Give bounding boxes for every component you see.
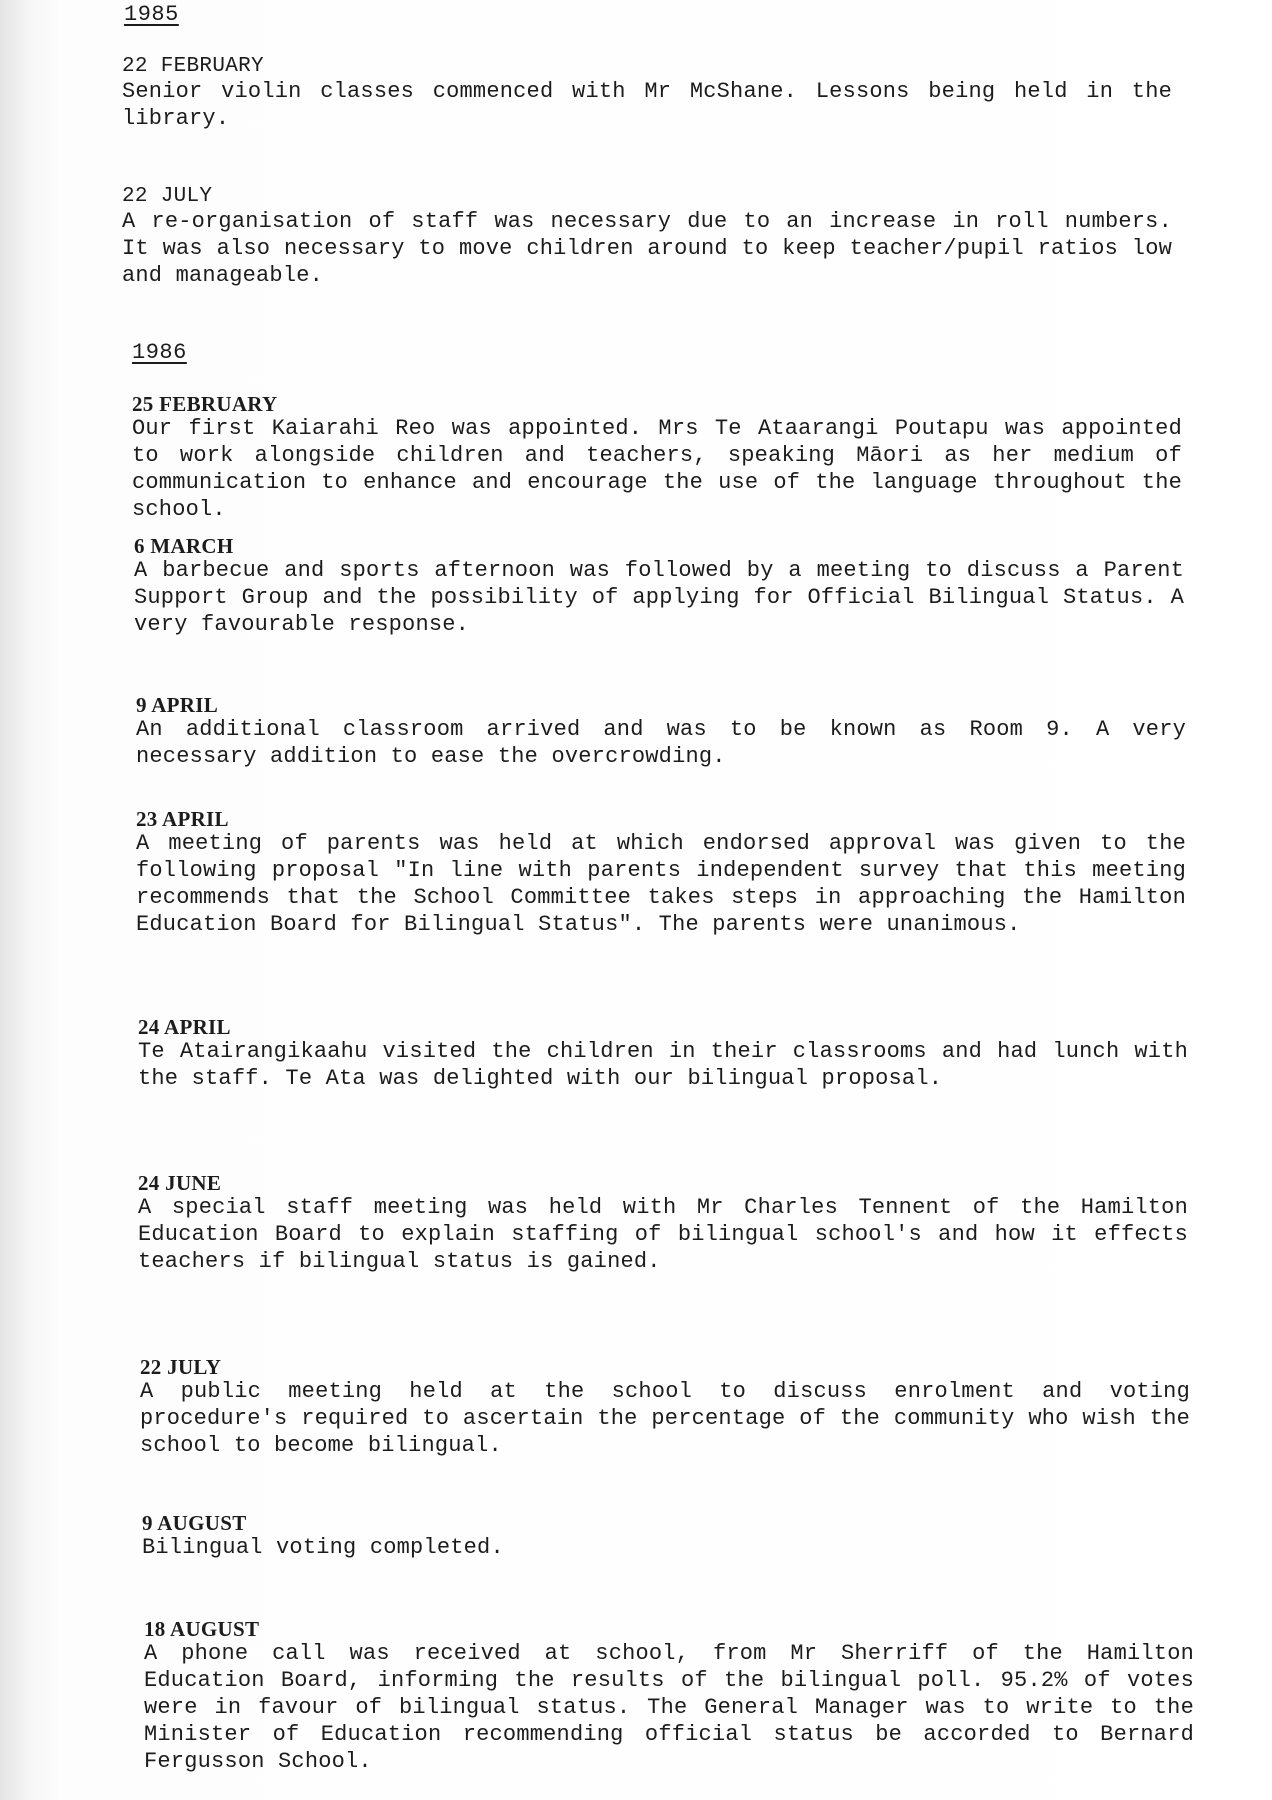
entry-text: Senior violin classes commenced with Mr McShane. Lessons being held in the library. — [122, 79, 1172, 131]
entry-date: 22 FEBRUARY — [122, 55, 264, 78]
entry-1985-22-july — [122, 186, 1172, 289]
year-heading-1985: 1985 — [124, 2, 179, 27]
entry-text: A re-organisation of staff was necessary due to an increase in roll numbers. It was also necessary to move children around to keep teacher/pupil ratios low and manageable. — [122, 209, 1172, 288]
entry-text: Our first Kaiarahi Reo was appointed. Mrs Te Ataarangi Poutapu was appointed to work alongside children and teachers, speaking Māori as her medium of communication to enhance and encourage the use of the language throughout the school. — [132, 416, 1182, 522]
entry-date: 23 APRIL — [136, 807, 229, 831]
entry-1986-9-april — [136, 694, 1186, 770]
entry-date: 9 APRIL — [136, 693, 219, 717]
entry-1986-24-june — [138, 1172, 1188, 1275]
entry-text: A meeting of parents was held at which endorsed approval was given to the following proposal "In line with parents independent survey that this meeting recommends that the School Committee takes steps in approaching the Hamilton Education Board for Bilingual Status". The parents were unanimous. — [136, 831, 1186, 937]
entry-date: 9 AUGUST — [142, 1511, 247, 1535]
entry-1986-25-february — [132, 393, 1182, 523]
entry-1986-18-august — [144, 1618, 1194, 1775]
entry-date: 24 JUNE — [138, 1171, 222, 1195]
entry-date: 22 JULY — [122, 185, 213, 208]
entry-text: Bilingual voting completed. — [142, 1535, 504, 1560]
entry-1986-22-july — [140, 1356, 1190, 1459]
entry-date: 18 AUGUST — [144, 1617, 260, 1641]
entry-date: 24 APRIL — [138, 1015, 231, 1039]
entry-text: An additional classroom arrived and was to be known as Room 9. A very necessary addition to ease the overcrowding. — [136, 717, 1186, 769]
entry-1986-9-august — [142, 1512, 1192, 1561]
entry-date: 22 JULY — [140, 1355, 222, 1379]
entry-text: A public meeting held at the school to discuss enrolment and voting procedure's required to ascertain the percentage of the community who wish the school to become bilingual. — [140, 1379, 1190, 1458]
entry-text: Te Atairangikaahu visited the children in their classrooms and had lunch with the staff. Te Ata was delighted with our bilingual proposal. — [138, 1039, 1188, 1091]
entry-text: A special staff meeting was held with Mr Charles Tennent of the Hamilton Education Board to explain staffing of bilingual school's and how it effects teachers if bilingual status is gained. — [138, 1195, 1188, 1274]
entry-date: 25 FEBRUARY — [132, 392, 278, 416]
entry-1986-6-march — [134, 535, 1184, 638]
entry-1985-22-february — [122, 56, 1172, 132]
entry-text: A phone call was received at school, from Mr Sherriff of the Hamilton Education Board, informing the results of the bilingual poll. 95.2% of votes were in favour of bilingual status. The General Manager was to write to the Minister of Education recommending official status be accorded to Bernard Fergusson School. — [144, 1641, 1194, 1774]
entry-1986-23-april — [136, 808, 1186, 938]
year-heading-1986: 1986 — [132, 340, 187, 365]
entry-1986-24-april — [138, 1016, 1188, 1092]
entry-text: A barbecue and sports afternoon was followed by a meeting to discuss a Parent Support Group and the possibility of applying for Official Bilingual Status. A very favourable response. — [134, 558, 1184, 637]
entry-date: 6 MARCH — [134, 534, 234, 558]
